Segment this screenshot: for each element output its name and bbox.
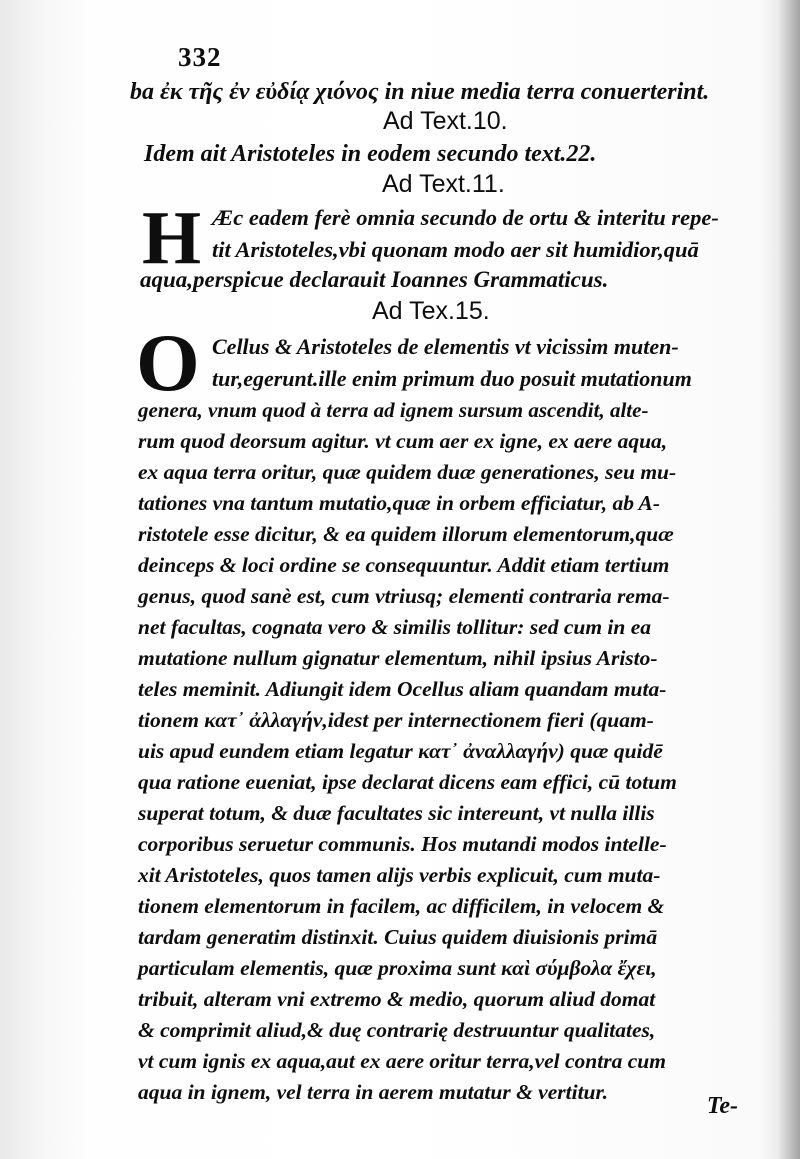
text-15-line-21: particulam elementis, quæ proxima sunt καὶ σύμβολα ἔχει,	[138, 956, 657, 980]
text-15-line-1: Cellus & Aristoteles de elementis vt vicissim muten-	[212, 334, 679, 359]
section-heading-text-10: Ad Text.10.	[383, 107, 508, 135]
text-15-line-14: uis apud eundem etiam legatur κατ᾽ ἀναλλαγήν) quæ quidē	[138, 739, 663, 763]
text-15-line-4: rum quod deorsum agitur. vt cum aer ex igne, ex aere aqua,	[138, 429, 668, 453]
text-15-line-13: tionem κατ᾽ ἀλλαγήν,idest per internectionem fieri (quam-	[138, 708, 654, 732]
text-11-line-2: tit Aristoteles,vbi quonam modo aer sit humidior,quā	[212, 237, 699, 262]
spine-shadow	[778, 0, 800, 1159]
text-11-line-1: Æc eadem ferè omnia secundo de ortu & interitu repe-	[212, 205, 719, 230]
catchword: Te-	[706, 1093, 738, 1119]
text-15-line-5: ex aqua terra oritur, quæ quidem duæ generationes, seu mu-	[138, 460, 677, 484]
opening-line: ba ἐκ τῆς ἐν εὐδίᾳ χιόνος in niue media terra conuerterint.	[130, 79, 710, 105]
drop-capital-o: O	[136, 317, 200, 408]
text-15-line-20: tardam generatim distinxit. Cuius quidem diuisionis primā	[138, 925, 658, 949]
text-15-line-24: vt cum ignis ex aqua,aut ex aere oritur terra,vel contra cum	[138, 1049, 666, 1073]
section-heading-text-11: Ad Text.11.	[382, 170, 505, 198]
text-15-line-25: aqua in ignem, vel terra in aerem mutatur & vertitur.	[138, 1080, 609, 1104]
text-15-line-12: teles meminit. Adiungit idem Ocellus aliam quandam muta-	[138, 677, 667, 701]
text-15-line-16: superat totum, & duæ facultates sic intereunt, vt nulla illis	[138, 801, 655, 825]
text-15-line-23: & comprimit aliud,& duę contrarię destruuntur qualitates,	[138, 1018, 656, 1042]
text-15-line-6: tationes vna tantum mutatio,quæ in orbem efficiatur, ab A-	[138, 491, 661, 515]
text-15-line-3: genera, vnum quod à terra ad ignem sursum ascendit, alte-	[138, 398, 649, 422]
drop-capital-h: H	[142, 196, 202, 280]
text-15-line-11: mutatione nullum gignatur elementum, nihil ipsius Aristo-	[138, 646, 658, 670]
page-number: 332	[178, 42, 222, 72]
text-15-line-19: tionem elementorum in facilem, ac difficilem, in velocem &	[138, 894, 665, 918]
text-15-line-18: xit Aristoteles, quos tamen alijs verbis explicuit, cum muta-	[138, 863, 661, 887]
text-15-line-9: genus, quod sanè est, cum vtriusq; elementi contraria rema-	[138, 584, 670, 608]
text-15-line-17: corporibus seruetur communis. Hos mutandi modos intelle-	[138, 832, 667, 856]
text-10-line-1: Idem ait Aristoteles in eodem secundo text.22.	[144, 141, 597, 167]
text-15-line-8: deinceps & loci ordine se consequuntur. Addit etiam tertium	[138, 553, 670, 577]
text-15-line-10: net facultas, cognata vero & similis tollitur: sed cum in ea	[138, 615, 652, 639]
text-11-line-3: aqua,perspicue declarauit Ioannes Grammaticus.	[140, 267, 609, 292]
text-15-line-2: tur,egerunt.ille enim primum duo posuit mutationum	[212, 366, 692, 391]
section-heading-text-15: Ad Tex.15.	[372, 297, 490, 325]
text-15-line-15: qua ratione eueniat, ipse declarat dicens eam effici, cū totum	[138, 770, 677, 794]
text-15-line-7: ristotele esse dicitur, & ea quidem illorum elementorum,quæ	[138, 522, 674, 546]
text-15-line-22: tribuit, alteram vni extremo & medio, quorum aliud domat	[138, 987, 656, 1011]
